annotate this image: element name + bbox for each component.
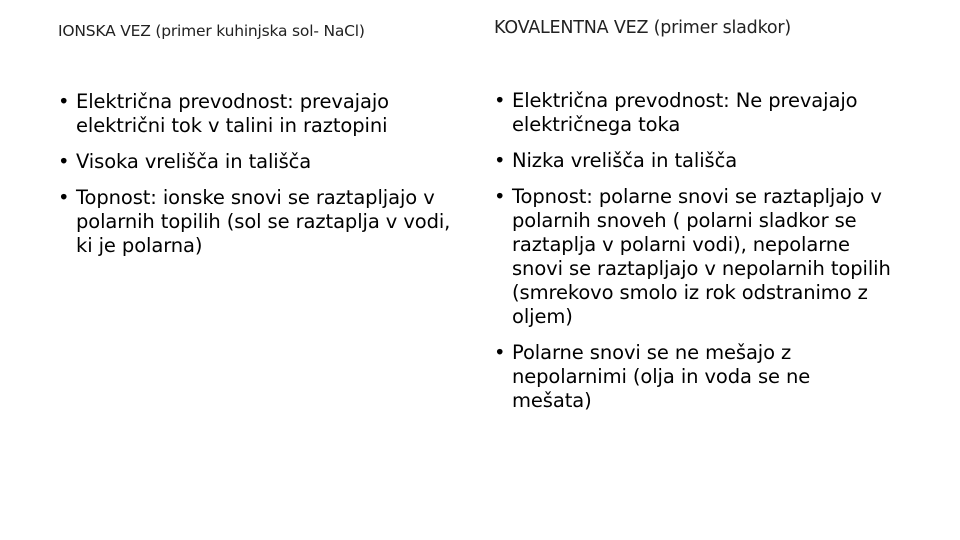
list-item: • Topnost: polarne snovi se raztapljajo v polarnih snoveh ( polarni sladkor se raztaplja v polarni vodi), nepolarne snovi se raztapljajo v nepolarnih topilih (smrekovo smolo iz rok odstranimo z oljem)	[494, 185, 894, 329]
list-item: • Nizka vrelišča in tališča	[494, 149, 894, 173]
list-item: • Električna prevodnost: prevajajo električni tok v talini in raztopini	[58, 90, 458, 138]
covalent-bond-heading: KOVALENTNA VEZ (primer sladkor)	[494, 18, 792, 38]
ionic-bond-list	[58, 90, 458, 270]
covalent-bond-list	[494, 89, 894, 425]
list-item: • Električna prevodnost: Ne prevajajo električnega toka	[494, 89, 894, 137]
list-item: • Polarne snovi se ne mešajo z nepolarnimi (olja in voda se ne mešata)	[494, 341, 894, 413]
list-item: • Visoka vrelišča in tališča	[58, 150, 458, 174]
ionic-bond-heading: IONSKA VEZ (primer kuhinjska sol- NaCl)	[58, 22, 365, 40]
list-item: • Topnost: ionske snovi se raztapljajo v polarnih topilih (sol se raztaplja v vodi, ki je polarna)	[58, 186, 458, 258]
